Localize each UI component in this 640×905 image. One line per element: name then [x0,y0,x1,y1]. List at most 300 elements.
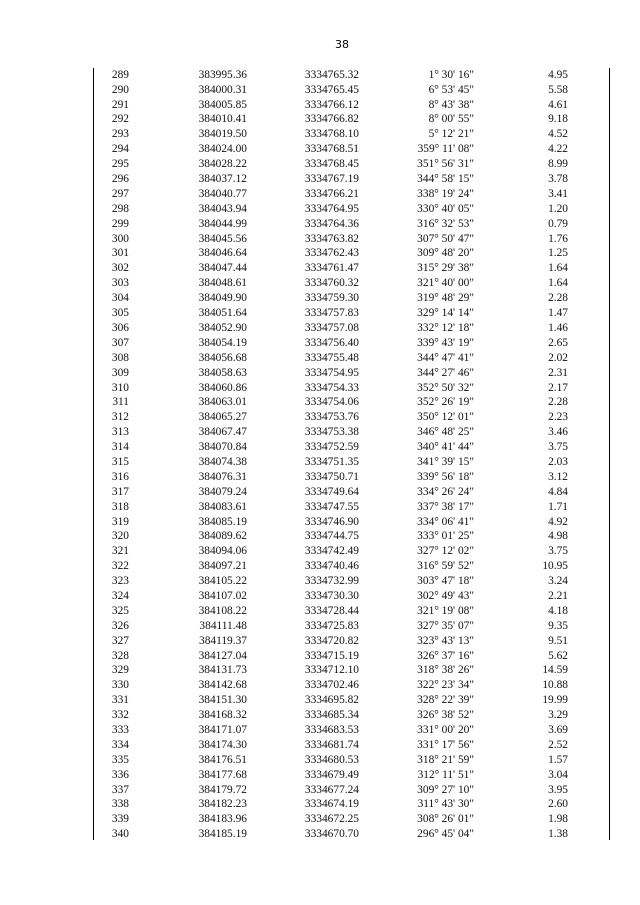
bearing-cell: 309° 27' 10" [417,783,474,796]
table-row [93,604,568,619]
bearing-cell: 312° 11' 51" [417,768,474,781]
point-number-cell: 303 [111,277,129,290]
bearing-cell: 341° 39' 15" [417,455,474,468]
bearing-cell: 344° 27' 46" [417,366,474,379]
easting-cell: 384024.00 [198,143,247,156]
point-number-cell: 292 [111,113,129,126]
northing-cell: 3334768.45 [304,158,359,171]
bearing-cell: 352° 50' 32" [417,381,474,394]
point-number-cell: 335 [111,753,129,766]
easting-cell: 384179.72 [198,783,247,796]
northing-cell: 3334746.90 [304,515,359,528]
table-row [93,276,568,291]
point-number-cell: 312 [111,411,129,424]
table-row [93,515,568,530]
table-row [93,142,568,157]
table-row [93,351,568,366]
bearing-cell: 334° 26' 24" [417,485,474,498]
point-number-cell: 306 [111,321,129,334]
bearing-cell: 318° 21' 59" [417,753,474,766]
bearing-cell: 303° 47' 18" [417,575,474,588]
northing-cell: 3334674.19 [304,798,359,811]
bearing-cell: 327° 12' 02" [417,545,474,558]
bearing-cell: 350° 12' 01" [417,411,474,424]
distance-cell: 2.02 [548,351,568,364]
table-row [93,619,568,634]
table-row [93,753,568,768]
table-row [93,410,568,425]
bearing-cell: 302° 49' 43" [417,589,474,602]
northing-cell: 3334742.49 [304,545,359,558]
bearing-cell: 5° 12' 21" [428,128,474,141]
table-row [93,128,568,143]
point-number-cell: 313 [111,426,129,439]
table-row [93,336,568,351]
easting-cell: 384176.51 [198,753,247,766]
table-row [93,500,568,515]
distance-cell: 4.92 [548,515,568,528]
table-row [93,679,568,694]
distance-cell: 3.12 [548,470,568,483]
table-row [93,827,568,842]
table-row [93,485,568,500]
easting-cell: 384142.68 [198,679,247,692]
distance-cell: 1.64 [548,277,568,290]
easting-cell: 384182.23 [198,798,247,811]
point-number-cell: 315 [111,455,129,468]
easting-cell: 384056.68 [198,351,247,364]
point-number-cell: 300 [111,232,129,245]
easting-cell: 384000.31 [198,83,247,96]
table-row [93,559,568,574]
easting-cell: 384111.48 [199,619,247,632]
table-row [93,157,568,172]
bearing-cell: 338° 19' 24" [417,187,474,200]
easting-cell: 384127.04 [198,649,247,662]
distance-cell: 3.41 [548,187,568,200]
distance-cell: 2.28 [548,396,568,409]
bearing-cell: 8° 00' 55" [428,113,474,126]
distance-cell: 3.29 [548,709,568,722]
distance-cell: 9.18 [548,113,568,126]
easting-cell: 384054.19 [198,336,247,349]
northing-cell: 3334765.32 [304,68,359,81]
table-row [93,664,568,679]
northing-cell: 3334744.75 [304,530,359,543]
table-row [93,172,568,187]
bearing-cell: 315° 29' 38" [417,262,474,275]
bearing-cell: 329° 14' 14" [417,307,474,320]
easting-cell: 384040.77 [198,187,247,200]
bearing-cell: 316° 59' 52" [417,560,474,573]
bearing-cell: 352° 26' 19" [417,396,474,409]
distance-cell: 4.95 [548,68,568,81]
northing-cell: 3334754.06 [304,396,359,409]
point-number-cell: 326 [111,619,129,632]
easting-cell: 384079.24 [198,485,247,498]
northing-cell: 3334765.45 [304,83,359,96]
northing-cell: 3334681.74 [304,738,359,751]
distance-cell: 2.23 [548,411,568,424]
point-number-cell: 297 [111,187,129,200]
easting-cell: 384171.07 [198,723,247,736]
table-row [93,768,568,783]
table-row [93,366,568,381]
easting-cell: 384168.32 [198,709,247,722]
easting-cell: 384043.94 [198,202,247,215]
table-row [93,783,568,798]
bearing-cell: 337° 38' 17" [417,500,474,513]
bearing-cell: 346° 48' 25" [417,426,474,439]
easting-cell: 384105.22 [198,575,247,588]
northing-cell: 3334679.49 [304,768,359,781]
easting-cell: 384097.21 [198,560,247,573]
table-row [93,634,568,649]
easting-cell: 384019.50 [198,128,247,141]
northing-cell: 3334695.82 [304,694,359,707]
point-number-cell: 296 [111,173,129,186]
northing-cell: 3334753.38 [304,426,359,439]
bearing-cell: 1° 30' 16" [428,68,474,81]
bearing-cell: 331° 17' 56" [417,738,474,751]
northing-cell: 3334683.53 [304,723,359,736]
bearing-cell: 308° 26' 01" [417,813,474,826]
distance-cell: 1.25 [548,247,568,260]
distance-cell: 3.24 [548,575,568,588]
distance-cell: 3.69 [548,723,568,736]
easting-cell: 384028.22 [198,158,247,171]
northing-cell: 3334759.30 [304,292,359,305]
table-row [93,738,568,753]
distance-cell: 1.57 [548,753,568,766]
distance-cell: 4.84 [548,485,568,498]
point-number-cell: 314 [111,441,129,454]
table-row [93,396,568,411]
northing-cell: 3334764.95 [304,202,359,215]
northing-cell: 3334752.59 [304,441,359,454]
easting-cell: 384047.44 [198,262,247,275]
easting-cell: 384065.27 [198,411,247,424]
bearing-cell: 323° 43' 13" [417,634,474,647]
point-number-cell: 328 [111,649,129,662]
coordinates-table [93,68,568,842]
point-number-cell: 320 [111,530,129,543]
bearing-cell: 296° 45' 04" [417,828,474,841]
point-number-cell: 298 [111,202,129,215]
table-row [93,649,568,664]
northing-cell: 3334715.19 [304,649,359,662]
northing-cell: 3334672.25 [304,813,359,826]
easting-cell: 384085.19 [198,515,247,528]
easting-cell: 384010.41 [198,113,247,126]
table-row [93,381,568,396]
distance-cell: 2.65 [548,336,568,349]
easting-cell: 384089.62 [198,530,247,543]
easting-cell: 384177.68 [198,768,247,781]
point-number-cell: 318 [111,500,129,513]
distance-cell: 0.79 [548,217,568,230]
point-number-cell: 337 [111,783,129,796]
easting-cell: 384083.61 [198,500,247,513]
point-number-cell: 289 [111,68,129,81]
table-row [93,470,568,485]
point-number-cell: 293 [111,128,129,141]
bearing-cell: 351° 56' 31" [417,158,474,171]
bearing-cell: 321° 40' 00" [417,277,474,290]
distance-cell: 1.38 [548,828,568,841]
table-row [93,708,568,723]
distance-cell: 4.18 [548,604,568,617]
bearing-cell: 307° 50' 47" [417,232,474,245]
bearing-cell: 8° 43' 38" [428,98,474,111]
point-number-cell: 310 [111,381,129,394]
bearing-cell: 328° 22' 39" [417,694,474,707]
easting-cell: 384108.22 [198,604,247,617]
easting-cell: 384119.37 [199,634,247,647]
northing-cell: 3334766.82 [304,113,359,126]
distance-cell: 3.46 [548,426,568,439]
easting-cell: 384094.06 [198,545,247,558]
table-row [93,693,568,708]
bearing-cell: 309° 48' 20" [417,247,474,260]
northing-cell: 3334750.71 [304,470,359,483]
point-number-cell: 290 [111,83,129,96]
bearing-cell: 359° 11' 08" [417,143,474,156]
distance-cell: 3.04 [548,768,568,781]
distance-cell: 2.52 [548,738,568,751]
point-number-cell: 321 [111,545,129,558]
northing-cell: 3334763.82 [304,232,359,245]
bearing-cell: 319° 48' 29" [417,292,474,305]
northing-cell: 3334756.40 [304,336,359,349]
northing-cell: 3334728.44 [304,604,359,617]
point-number-cell: 291 [111,98,129,111]
point-number-cell: 333 [111,723,129,736]
point-number-cell: 316 [111,470,129,483]
point-number-cell: 301 [111,247,129,260]
point-number-cell: 294 [111,143,129,156]
distance-cell: 1.47 [548,307,568,320]
distance-cell: 2.60 [548,798,568,811]
point-number-cell: 322 [111,560,129,573]
northing-cell: 3334725.83 [304,619,359,632]
table-row [93,232,568,247]
distance-cell: 1.76 [548,232,568,245]
easting-cell: 384005.85 [198,98,247,111]
point-number-cell: 305 [111,307,129,320]
easting-cell: 383995.36 [198,68,247,81]
distance-cell: 4.61 [548,98,568,111]
table-row [93,247,568,262]
distance-cell: 3.75 [548,441,568,454]
distance-cell: 3.75 [548,545,568,558]
easting-cell: 384151.30 [198,694,247,707]
easting-cell: 384070.84 [198,441,247,454]
table-row [93,217,568,232]
point-number-cell: 338 [111,798,129,811]
easting-cell: 384044.99 [198,217,247,230]
point-number-cell: 327 [111,634,129,647]
distance-cell: 8.99 [548,158,568,171]
northing-cell: 3334766.21 [304,187,359,200]
table-row [93,723,568,738]
table-row [93,425,568,440]
northing-cell: 3334760.32 [304,277,359,290]
easting-cell: 384183.96 [198,813,247,826]
northing-cell: 3334754.95 [304,366,359,379]
bearing-cell: 332° 12' 18" [417,321,474,334]
bearing-cell: 340° 41' 44" [417,441,474,454]
table-row [93,291,568,306]
bearing-cell: 321° 19' 08" [417,604,474,617]
point-number-cell: 324 [111,589,129,602]
distance-cell: 3.78 [548,173,568,186]
bearing-cell: 6° 53' 45" [428,83,474,96]
point-number-cell: 302 [111,262,129,275]
distance-cell: 1.64 [548,262,568,275]
northing-cell: 3334677.24 [304,783,359,796]
table-row [93,83,568,98]
bearing-cell: 326° 38' 52" [417,709,474,722]
northing-cell: 3334768.10 [304,128,359,141]
easting-cell: 384185.19 [198,828,247,841]
bearing-cell: 344° 58' 15" [417,173,474,186]
easting-cell: 384037.12 [198,173,247,186]
easting-cell: 384051.64 [198,307,247,320]
easting-cell: 384074.38 [198,455,247,468]
distance-cell: 2.21 [548,589,568,602]
point-number-cell: 309 [111,366,129,379]
point-number-cell: 325 [111,604,129,617]
distance-cell: 3.95 [548,783,568,796]
easting-cell: 384076.31 [198,470,247,483]
bearing-cell: 334° 06' 41" [417,515,474,528]
northing-cell: 3334720.82 [304,634,359,647]
bearing-cell: 333° 01' 25" [417,530,474,543]
point-number-cell: 330 [111,679,129,692]
bearing-cell: 316° 32' 53" [417,217,474,230]
point-number-cell: 307 [111,336,129,349]
table-row [93,113,568,128]
easting-cell: 384063.01 [198,396,247,409]
northing-cell: 3334766.12 [304,98,359,111]
point-number-cell: 308 [111,351,129,364]
easting-cell: 384107.02 [198,589,247,602]
table-row [93,798,568,813]
distance-cell: 4.52 [548,128,568,141]
point-number-cell: 334 [111,738,129,751]
easting-cell: 384045.56 [198,232,247,245]
table-row [93,530,568,545]
northing-cell: 3334740.46 [304,560,359,573]
easting-cell: 384174.30 [198,738,247,751]
easting-cell: 384048.61 [198,277,247,290]
point-number-cell: 311 [112,396,129,409]
point-number-cell: 331 [111,694,129,707]
point-number-cell: 317 [111,485,129,498]
northing-cell: 3334757.83 [304,307,359,320]
northing-cell: 3334761.47 [304,262,359,275]
distance-cell: 5.58 [548,83,568,96]
northing-cell: 3334751.35 [304,455,359,468]
northing-cell: 3334764.36 [304,217,359,230]
page-number: 38 [335,38,349,51]
table-row [93,306,568,321]
northing-cell: 3334754.33 [304,381,359,394]
distance-cell: 10.95 [542,560,568,573]
northing-cell: 3334712.10 [304,664,359,677]
point-number-cell: 340 [111,828,129,841]
table-row [93,321,568,336]
point-number-cell: 295 [111,158,129,171]
coordinates-table-body [93,68,568,842]
point-number-cell: 323 [111,575,129,588]
distance-cell: 9.51 [548,634,568,647]
point-number-cell: 319 [111,515,129,528]
distance-cell: 14.59 [542,664,568,677]
distance-cell: 4.98 [548,530,568,543]
table-row [93,574,568,589]
northing-cell: 3334702.46 [304,679,359,692]
distance-cell: 2.28 [548,292,568,305]
bearing-cell: 344° 47' 41" [417,351,474,364]
distance-cell: 10.88 [542,679,568,692]
distance-cell: 2.17 [548,381,568,394]
distance-cell: 9.35 [548,619,568,632]
distance-cell: 1.71 [548,500,568,513]
northing-cell: 3334747.55 [304,500,359,513]
bearing-cell: 326° 37' 16" [417,649,474,662]
distance-cell: 5.62 [548,649,568,662]
northing-cell: 3334755.48 [304,351,359,364]
bearing-cell: 318° 38' 26" [417,664,474,677]
northing-cell: 3334768.51 [304,143,359,156]
distance-cell: 2.03 [548,455,568,468]
northing-cell: 3334730.30 [304,589,359,602]
table-row [93,589,568,604]
point-number-cell: 336 [111,768,129,781]
point-number-cell: 299 [111,217,129,230]
northing-cell: 3334670.70 [304,828,359,841]
northing-cell: 3334753.76 [304,411,359,424]
easting-cell: 384052.90 [198,321,247,334]
distance-cell: 4.22 [548,143,568,156]
bearing-cell: 322° 23' 34" [417,679,474,692]
northing-cell: 3334732.99 [304,575,359,588]
distance-cell: 1.46 [548,321,568,334]
bearing-cell: 311° 43' 30" [417,798,474,811]
bearing-cell: 339° 56' 18" [417,470,474,483]
easting-cell: 384067.47 [198,426,247,439]
easting-cell: 384049.90 [198,292,247,305]
table-row [93,262,568,277]
point-number-cell: 332 [111,709,129,722]
northing-cell: 3334685.34 [304,709,359,722]
table-row [93,813,568,828]
table-row [93,202,568,217]
bearing-cell: 339° 43' 19" [417,336,474,349]
easting-cell: 384060.86 [198,381,247,394]
table-row [93,68,568,83]
bearing-cell: 327° 35' 07" [417,619,474,632]
table-row [93,455,568,470]
distance-cell: 1.20 [548,202,568,215]
distance-cell: 1.98 [548,813,568,826]
northing-cell: 3334762.43 [304,247,359,260]
northing-cell: 3334757.08 [304,321,359,334]
distance-cell: 2.31 [548,366,568,379]
point-number-cell: 339 [111,813,129,826]
